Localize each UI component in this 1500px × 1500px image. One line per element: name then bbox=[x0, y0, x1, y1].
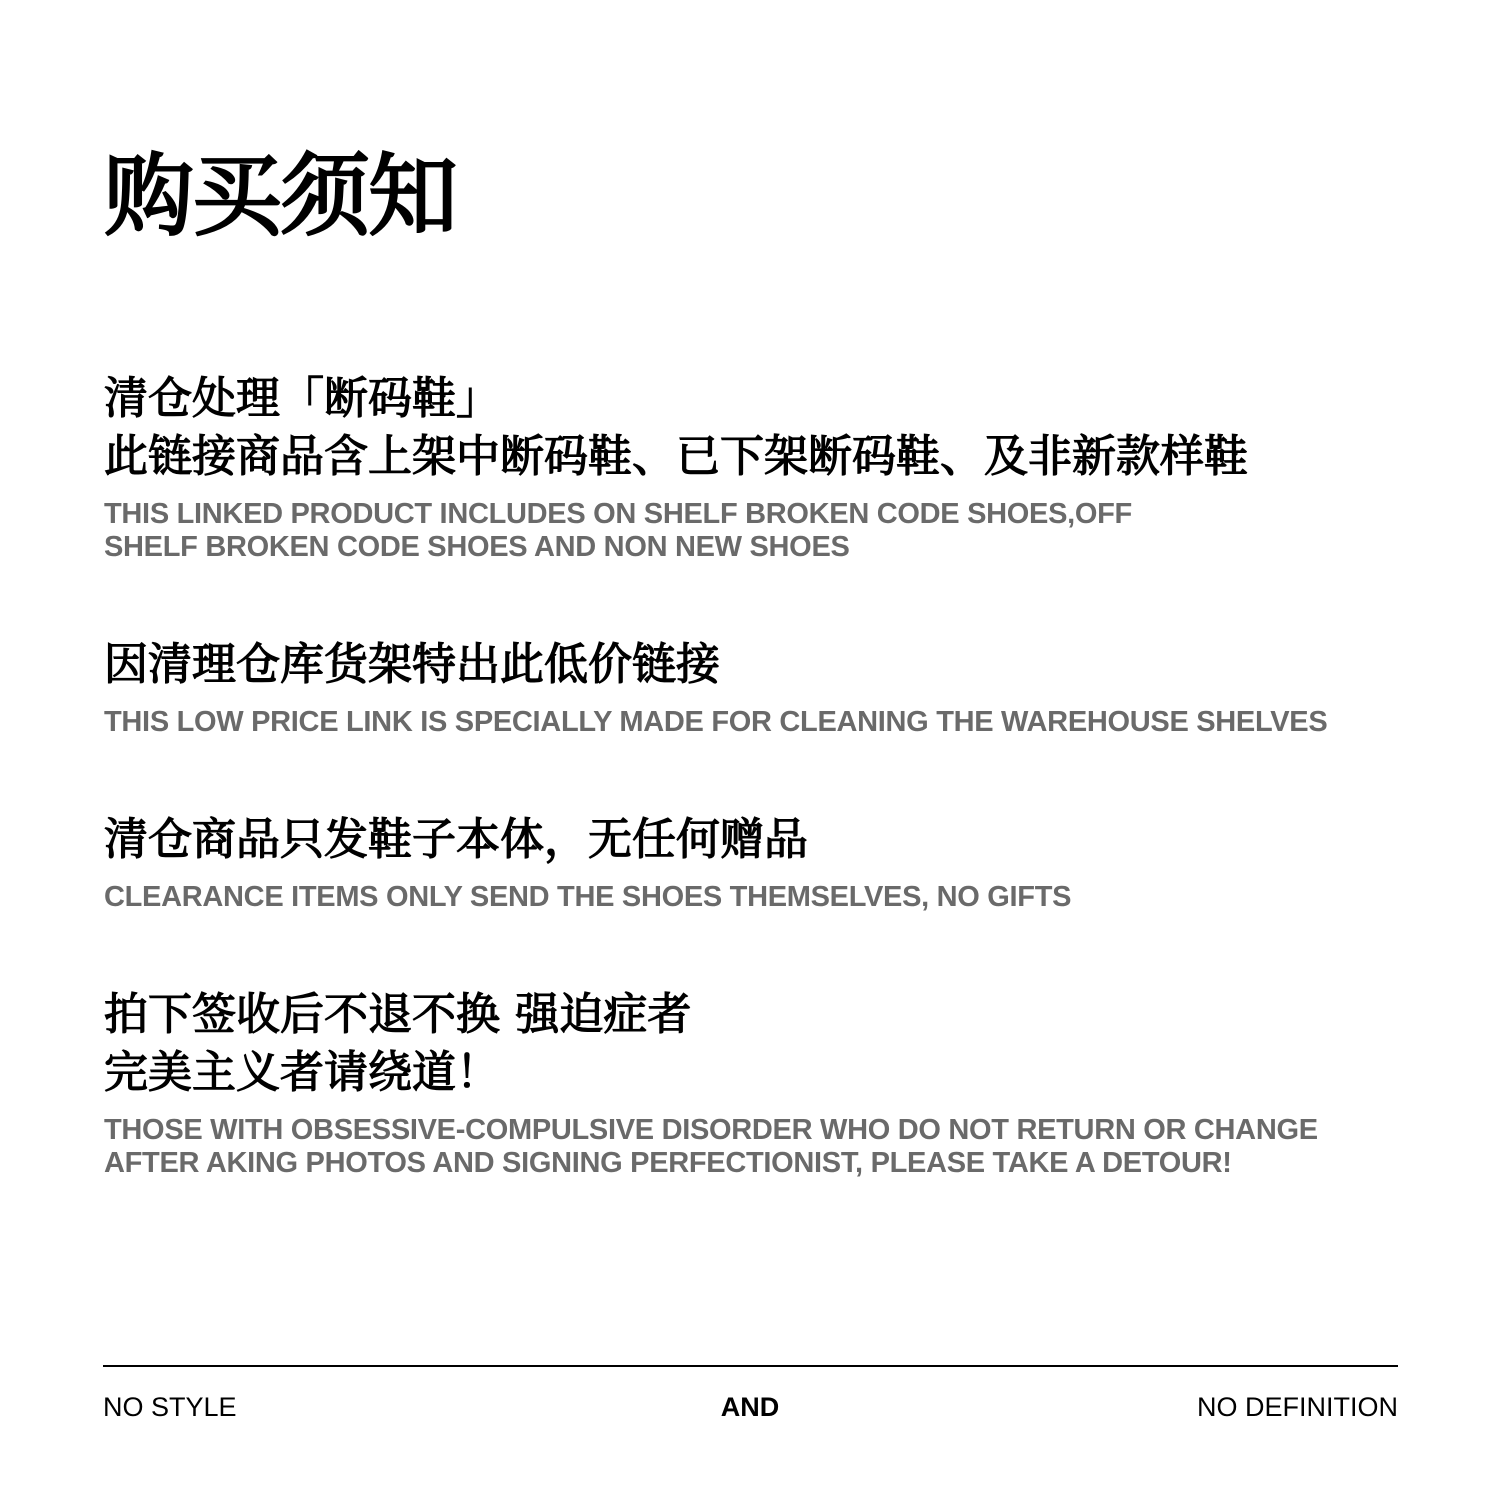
section-heading-line: 清仓处理「断码鞋」 bbox=[104, 373, 500, 424]
section-translation-line: AFTER AKING PHOTOS AND SIGNING PERFECTIONIST, PLEASE TAKE A DETOUR! bbox=[104, 1147, 1232, 1179]
section-heading-line: 完美主义者请绕道！ bbox=[104, 1047, 500, 1098]
section-translation bbox=[104, 881, 1404, 914]
section-heading-line: 清仓商品只发鞋子本体，无任何赠品 bbox=[104, 814, 808, 865]
section-translation-line: CLEARANCE ITEMS ONLY SEND THE SHOES THEMSELVES, NO GIFTS bbox=[104, 881, 1072, 913]
section-translation bbox=[104, 706, 1404, 739]
section-translation-line: SHELF BROKEN CODE SHOES AND NON NEW SHOES bbox=[104, 531, 850, 563]
footer-right-text: NO DEFINITION bbox=[1197, 1392, 1398, 1422]
section-translation bbox=[104, 498, 1404, 564]
section-translation bbox=[104, 1114, 1404, 1180]
section-translation-line: THOSE WITH OBSESSIVE-COMPULSIVE DISORDER WHO DO NOT RETURN OR CHANGE bbox=[104, 1114, 1318, 1146]
section-translation-line: THIS LOW PRICE LINK IS SPECIALLY MADE FOR CLEANING THE WAREHOUSE SHELVES bbox=[104, 706, 1328, 738]
notice-section-no-gifts bbox=[104, 811, 1404, 914]
section-heading-line: 拍下签收后不退不换 强迫症者 bbox=[104, 989, 692, 1040]
notice-section-low-price bbox=[104, 636, 1404, 739]
section-heading-line: 此链接商品含上架中断码鞋、已下架断码鞋、及非新款样鞋 bbox=[104, 431, 1248, 482]
notice-section-clearance bbox=[104, 370, 1404, 564]
notice-section-no-returns bbox=[104, 986, 1404, 1180]
footer-left-text: NO STYLE bbox=[103, 1392, 237, 1422]
section-heading-line: 因清理仓库货架特出此低价链接 bbox=[104, 639, 720, 690]
page-title: 购买须知 bbox=[104, 144, 456, 249]
footer-center-text: AND bbox=[720, 1392, 780, 1422]
section-translation-line: THIS LINKED PRODUCT INCLUDES ON SHELF BROKEN CODE SHOES,OFF bbox=[104, 498, 1132, 530]
footer-divider bbox=[103, 1365, 1398, 1367]
